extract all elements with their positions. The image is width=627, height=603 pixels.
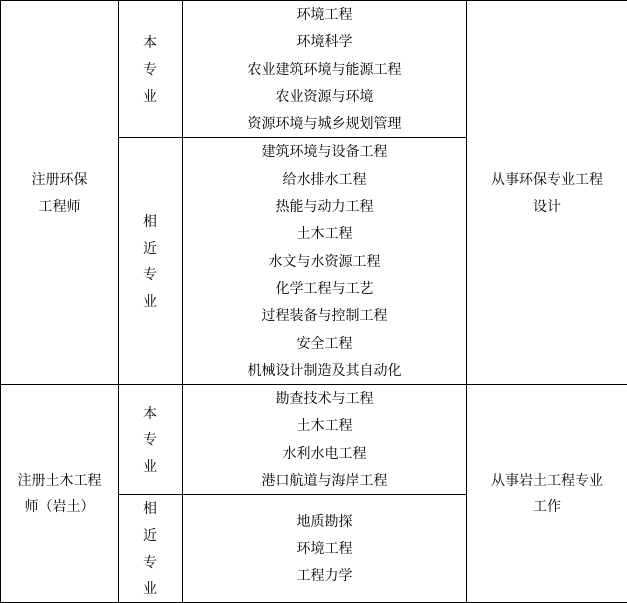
major-item: 过程装备与控制工程 xyxy=(183,302,466,329)
kind-char: 近 xyxy=(119,235,182,262)
scope-line: 从事环保专业工程 xyxy=(467,166,627,193)
major-item: 农业建筑环境与能源工程 xyxy=(183,56,466,83)
table-row xyxy=(1,1,627,138)
kind-char: 本 xyxy=(119,29,182,56)
kind-char: 专 xyxy=(119,56,182,83)
kind-char: 业 xyxy=(119,288,182,315)
role-cell xyxy=(1,385,119,603)
major-item: 环境科学 xyxy=(183,28,466,55)
table-body xyxy=(1,1,627,603)
major-list-cell xyxy=(183,495,467,602)
kind-char: 相 xyxy=(119,208,182,235)
major-kind-cell xyxy=(119,138,183,385)
role-cell xyxy=(1,1,119,385)
major-list-cell xyxy=(183,138,467,385)
major-item: 工程力学 xyxy=(183,562,466,589)
role-line: 工程师 xyxy=(39,198,81,214)
scope-line: 工作 xyxy=(467,493,627,520)
major-item: 资源环境与城乡规划管理 xyxy=(183,110,466,137)
kind-char: 业 xyxy=(119,575,182,602)
major-item: 化学工程与工艺 xyxy=(183,275,466,302)
major-item: 港口航道与海岸工程 xyxy=(183,467,466,494)
major-item: 热能与动力工程 xyxy=(183,193,466,220)
kind-char: 业 xyxy=(119,83,182,110)
practice-scope-cell xyxy=(467,385,627,603)
scope-line: 从事岩土工程专业 xyxy=(467,467,627,494)
practice-scope-cell xyxy=(467,1,627,385)
major-item: 农业资源与环境 xyxy=(183,83,466,110)
major-item: 地质勘探 xyxy=(183,508,466,535)
role-line: 师（岩土） xyxy=(25,498,95,514)
major-item: 机械设计制造及其自动化 xyxy=(183,357,466,384)
kind-char: 业 xyxy=(119,453,182,480)
major-item: 土木工程 xyxy=(183,412,466,439)
major-item: 水利水电工程 xyxy=(183,440,466,467)
major-list-cell xyxy=(183,385,467,495)
major-item: 安全工程 xyxy=(183,330,466,357)
kind-char: 专 xyxy=(119,261,182,288)
major-kind-cell xyxy=(119,495,183,602)
major-item: 勘查技术与工程 xyxy=(183,385,466,412)
role-line: 注册土木工程 xyxy=(18,472,102,488)
major-item: 环境工程 xyxy=(183,535,466,562)
role-line: 注册环保 xyxy=(32,171,88,187)
kind-char: 近 xyxy=(119,522,182,549)
kind-char: 本 xyxy=(119,400,182,427)
major-item: 环境工程 xyxy=(183,1,466,28)
major-kind-cell xyxy=(119,385,183,495)
major-list-cell xyxy=(183,1,467,138)
major-item: 土木工程 xyxy=(183,220,466,247)
kind-char: 相 xyxy=(119,495,182,522)
table-row xyxy=(1,385,627,495)
major-item: 给水排水工程 xyxy=(183,166,466,193)
kind-char: 专 xyxy=(119,426,182,453)
kind-char: 专 xyxy=(119,549,182,576)
major-item: 建筑环境与设备工程 xyxy=(183,138,466,165)
scope-line: 设计 xyxy=(467,193,627,220)
major-item: 水文与水资源工程 xyxy=(183,248,466,275)
major-kind-cell xyxy=(119,1,183,138)
